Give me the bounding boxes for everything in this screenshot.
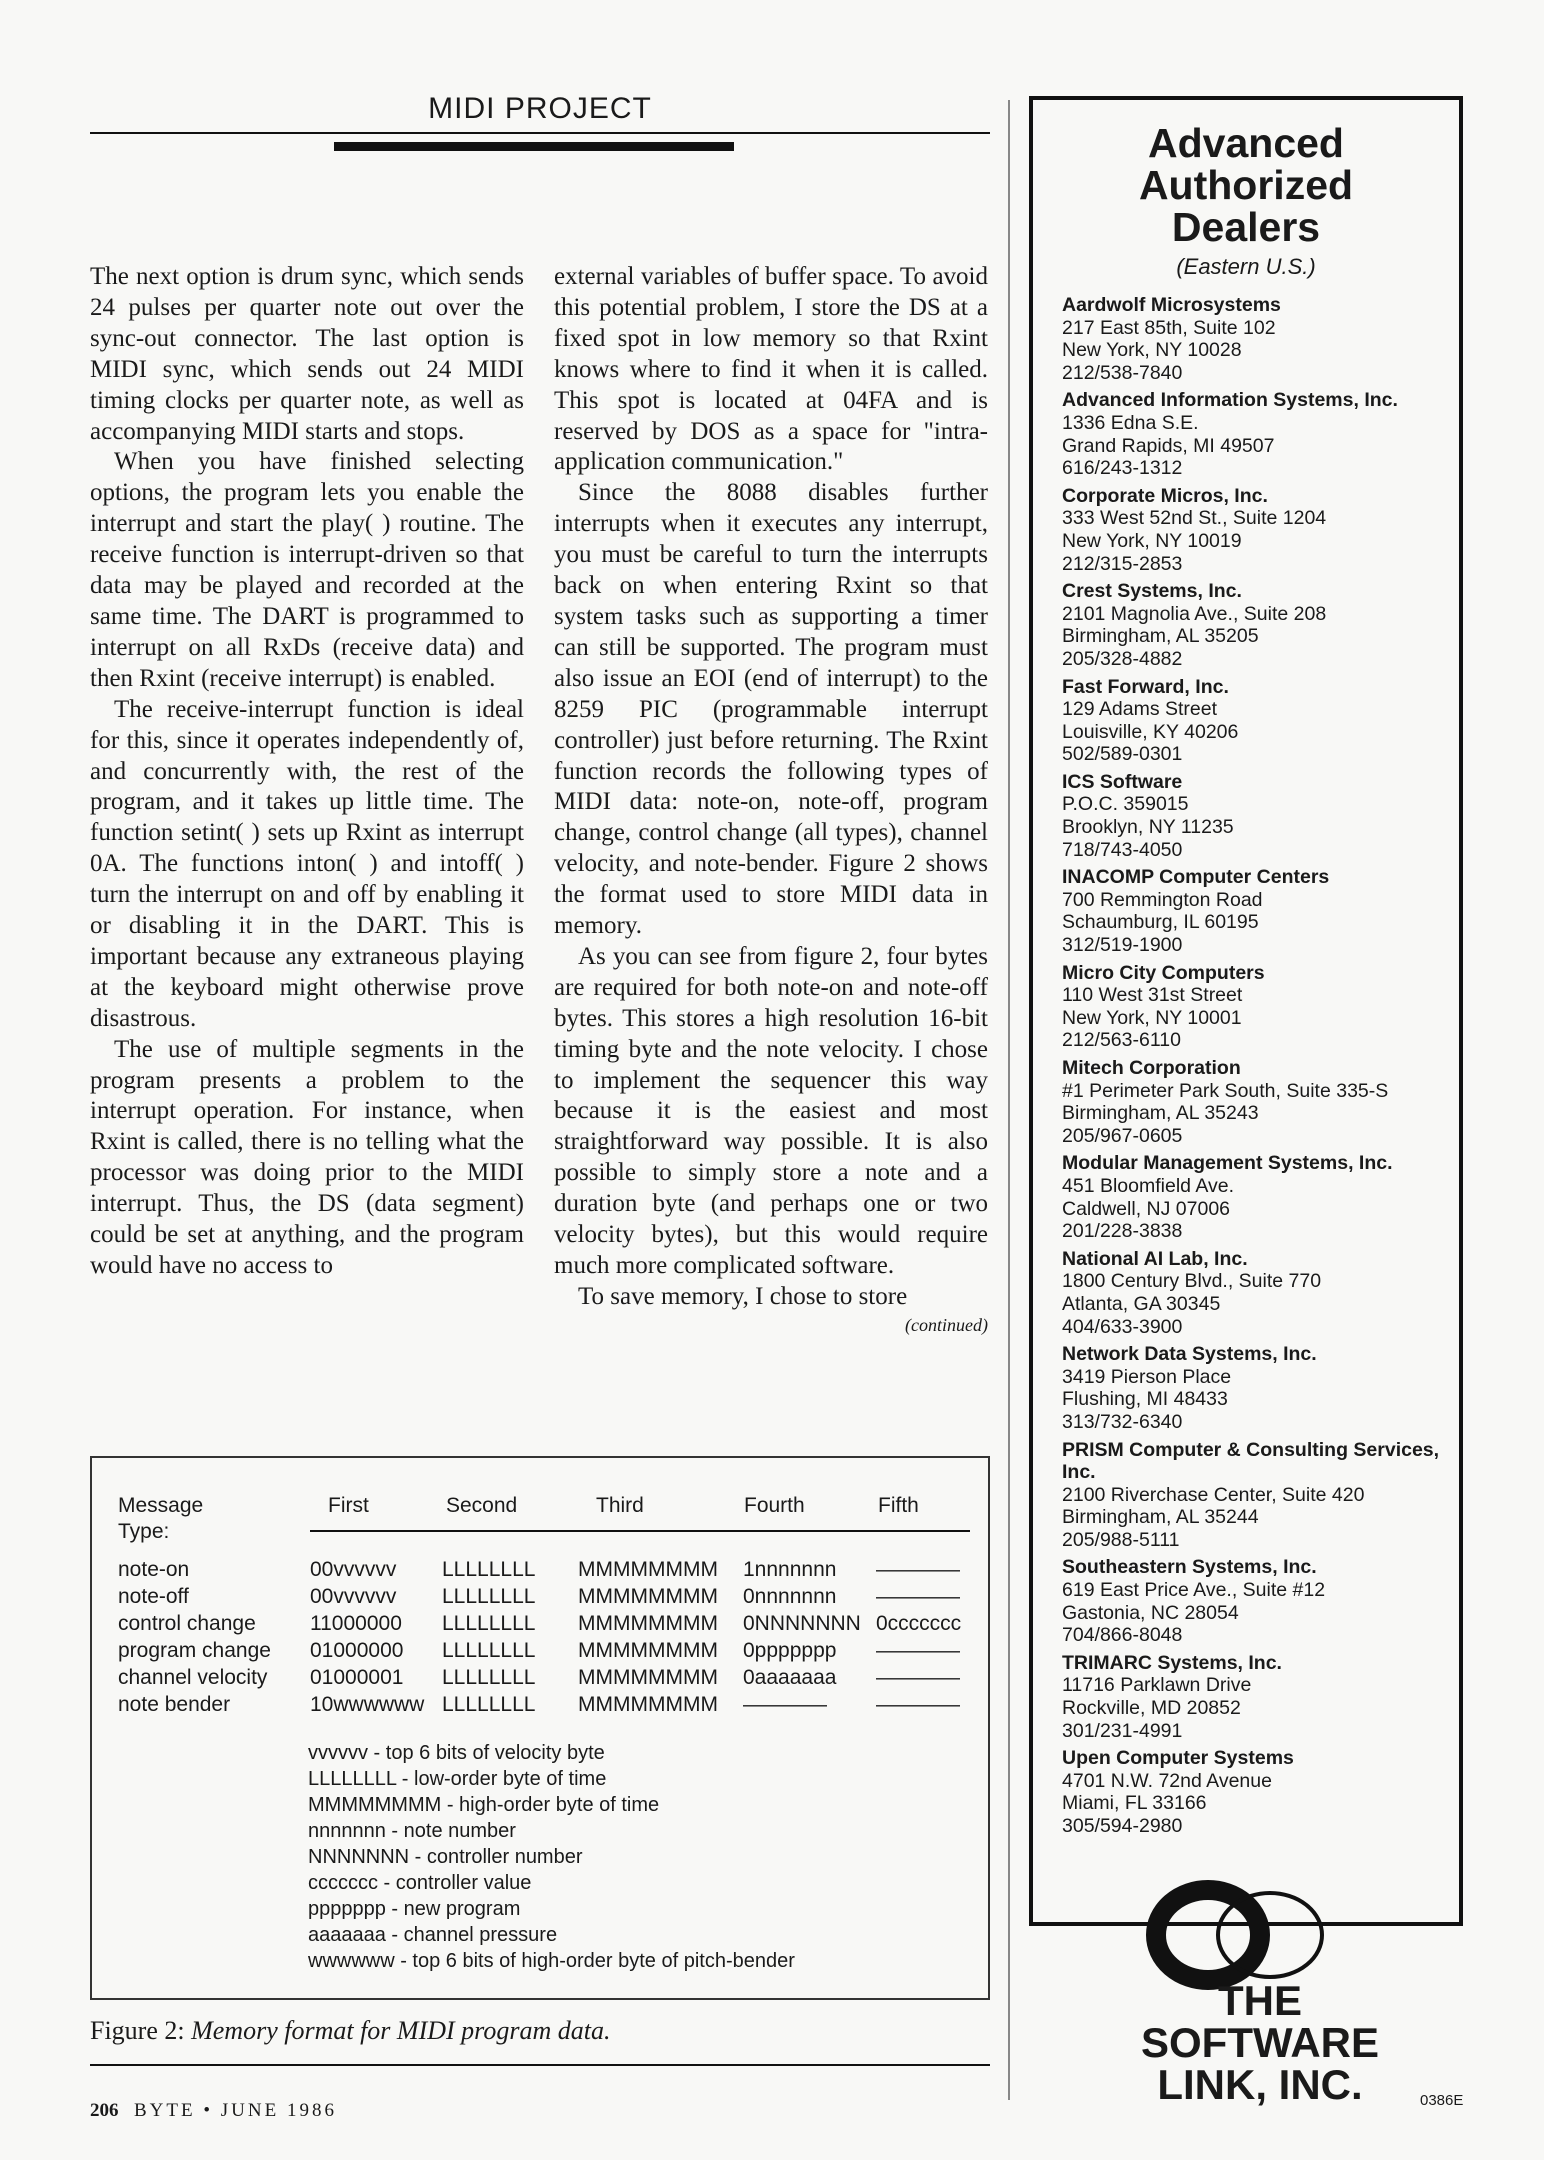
dealer-address-line: 502/589-0301 — [1062, 743, 1183, 766]
dealer-address-line: Birmingham, AL 35243 — [1062, 1102, 1259, 1125]
dealer-address-line: New York, NY 10028 — [1062, 339, 1242, 362]
company-name — [1110, 1977, 1410, 2108]
dealer-address-line: 212/315-2853 — [1062, 552, 1183, 575]
table-cell: ———— — [743, 1693, 827, 1716]
table-cell: ———— — [876, 1693, 960, 1716]
row-label: channel velocity — [118, 1666, 268, 1689]
dealer-address-line: 201/228-3838 — [1062, 1220, 1183, 1243]
dealer-name: Upen Computer Systems — [1062, 1747, 1294, 1770]
dealer-address-line: New York, NY 10001 — [1062, 1006, 1242, 1029]
row-label: note-on — [118, 1558, 190, 1581]
dealer-address-line: 1336 Edna S.E. — [1062, 411, 1199, 434]
header-bar — [334, 142, 734, 151]
dealer-address-line: 1800 Century Blvd., Suite 770 — [1062, 1270, 1322, 1293]
ad-title-line: Advanced — [1148, 120, 1344, 166]
table-header: Message — [118, 1494, 204, 1517]
dealer-address-line: 700 Remmington Road — [1062, 888, 1263, 911]
figure-2-table — [90, 1456, 990, 2000]
dealer-list — [1062, 294, 1459, 1838]
dealer-entry — [1062, 580, 1459, 670]
legend-item: aaaaaaa - channel pressure — [308, 1924, 558, 1946]
dealer-entry — [1062, 1248, 1459, 1338]
dealer-entry — [1062, 389, 1459, 479]
dealer-address-line: 2101 Magnolia Ave., Suite 208 — [1062, 602, 1327, 625]
table-header: Fifth — [878, 1494, 919, 1517]
dealer-entry — [1062, 1747, 1459, 1837]
dealer-address-line: 129 Adams Street — [1062, 698, 1218, 721]
dealer-address-line: Schaumburg, IL 60195 — [1062, 911, 1259, 934]
ad-title-line: Authorized — [1138, 162, 1354, 208]
legend-item: ccccccc - controller value — [308, 1872, 532, 1894]
table-cell: 01000001 — [310, 1666, 404, 1689]
dealer-address-line: Grand Rapids, MI 49507 — [1062, 434, 1275, 457]
dealer-entry — [1062, 866, 1459, 956]
table-cell: 10wwwwww — [310, 1693, 425, 1716]
paragraph: Since the 8088 disables further interrupts when it executes any interrupt, you must be careful to turn the interrupts back on when entering Rxint so that system tasks such as supporting a timer can still be supported. The program must also issue an EOI (end of interrupt) to the 8259 PIC (programmable interrupt controller) just before returning. The Rxint function records the following types of MIDI data: note-on, note-off, program change, control change (all types), channel velocity, and note-bender. Figure 2 shows the format used to store MIDI data in memory. — [554, 479, 988, 940]
ad-title — [1033, 122, 1459, 248]
dealer-entry — [1062, 1152, 1459, 1242]
table-cell: 00vvvvvv — [310, 1558, 397, 1581]
table-cell: ———— — [876, 1666, 960, 1689]
dealer-address-line: 205/328-4882 — [1062, 647, 1183, 670]
table-cell: 11000000 — [310, 1612, 402, 1635]
company-name-line: SOFTWARE — [1141, 2019, 1379, 2066]
dealer-address-line: 305/594-2980 — [1062, 1815, 1183, 1837]
dealer-entry — [1062, 1057, 1459, 1147]
dealer-entry — [1062, 1439, 1459, 1552]
dealer-address-line: 718/743-4050 — [1062, 838, 1183, 861]
ad-code: 0386E — [1420, 2092, 1464, 2109]
dealer-name: National AI Lab, Inc. — [1062, 1247, 1248, 1270]
company-name-line: LINK, INC. — [1157, 2061, 1363, 2108]
dealer-address-line: 110 West 31st Street — [1062, 984, 1243, 1007]
table-cell: MMMMMMMM — [578, 1639, 718, 1662]
legend-item: ppppppp - new program — [308, 1898, 521, 1920]
row-label: note bender — [118, 1693, 231, 1716]
dealer-address-line: #1 Perimeter Park South, Suite 335-S — [1062, 1079, 1389, 1102]
table-cell: ———— — [876, 1639, 960, 1662]
table-cell: MMMMMMMM — [578, 1666, 718, 1689]
article-column-2 — [554, 262, 988, 1337]
dealer-address-line: Caldwell, NJ 07006 — [1062, 1197, 1231, 1220]
dealer-address-line: Gastonia, NC 28054 — [1062, 1601, 1239, 1624]
dealer-entry — [1062, 771, 1459, 861]
ad-subtitle: (Eastern U.S.) — [1176, 254, 1316, 279]
dealer-name: Micro City Computers — [1062, 961, 1265, 984]
page-footer — [90, 2100, 337, 2122]
dealer-entry — [1062, 962, 1459, 1052]
dealer-address-line: 333 West 52nd St., Suite 1204 — [1062, 507, 1327, 530]
paragraph: The use of multiple segments in the program presents a problem to the interrupt operation. For instance, when Rxint is called, there is no telling what the processor was doing prior to the MIDI interrupt. Thus, the DS (data segment) could be set at anything, and the program would have no access to — [90, 1035, 524, 1279]
company-name-line: THE — [1218, 1977, 1302, 2024]
table-header: Fourth — [744, 1494, 805, 1517]
dealer-address-line: Rockville, MD 20852 — [1062, 1697, 1241, 1720]
legend-item: LLLLLLLL - low-order byte of time — [308, 1768, 607, 1790]
paragraph: The receive-interrupt function is ideal for this, since it operates independently of, and concurrently with, the rest of the program, and it takes up little time. The function setint( ) sets up Rxint as interrupt 0A. The functions inton( ) and intoff( ) turn the interrupt on and off by enabling it or disabling it in the DART. This is important because any extraneous playing at the keyboard might otherwise prove disastrous. — [90, 695, 524, 1032]
caption-label: Figure 2: — [90, 2016, 185, 2045]
table-cell: ———— — [876, 1558, 960, 1581]
dealer-entry — [1062, 294, 1459, 384]
dealer-address-line: Birmingham, AL 35205 — [1062, 625, 1259, 648]
dealer-name: Southeastern Systems, Inc. — [1062, 1556, 1317, 1579]
dealer-address-line: 2100 Riverchase Center, Suite 420 — [1062, 1483, 1365, 1506]
dealer-address-line: 205/967-0605 — [1062, 1124, 1183, 1147]
row-label: control change — [118, 1612, 256, 1635]
software-link-logo-icon — [1140, 1880, 1340, 1990]
table-cell: LLLLLLLL — [442, 1558, 536, 1581]
table-cell: 0ppppppp — [743, 1639, 837, 1662]
dealer-name: ICS Software — [1062, 770, 1183, 793]
dealer-name: TRIMARC Systems, Inc. — [1062, 1651, 1282, 1674]
page-number: 206 — [90, 2100, 119, 2121]
dealer-address-line: 205/988-5111 — [1062, 1528, 1180, 1551]
table-legend — [308, 1740, 795, 1974]
dealer-address-line: Louisville, KY 40206 — [1062, 720, 1239, 743]
paragraph: The next option is drum sync, which sends 24 pulses per quarter note out over the sync-out connector. The last option is MIDI sync, which sends out 24 MIDI timing clocks per quarter note, as well as accompanying MIDI starts and stops. — [90, 263, 524, 445]
table-cell: 0ccccccc — [876, 1612, 962, 1635]
dealer-entry — [1062, 676, 1459, 766]
dealer-address-line: 4701 N.W. 72nd Avenue — [1062, 1769, 1272, 1792]
dealer-address-line: 11716 Parklawn Drive — [1062, 1674, 1252, 1697]
table-cell: 1nnnnnnn — [743, 1558, 837, 1581]
table-cell: ———— — [876, 1585, 960, 1608]
table-header-rule — [310, 1530, 970, 1532]
caption-text: Memory format for MIDI program data. — [191, 2016, 611, 2045]
dealer-address-line: 212/563-6110 — [1062, 1029, 1181, 1052]
dealer-address-line: New York, NY 10019 — [1062, 529, 1242, 552]
dealer-name: Advanced Information Systems, Inc. — [1062, 389, 1398, 412]
table-cell: 0aaaaaaa — [743, 1666, 837, 1689]
dealer-address-line: 313/732-6340 — [1062, 1410, 1183, 1433]
table-cell: 0nnnnnnn — [743, 1585, 837, 1608]
dealer-address-line: 301/231-4991 — [1062, 1719, 1183, 1742]
dealer-address-line: 217 East 85th, Suite 102 — [1062, 316, 1276, 339]
paragraph: When you have finished selecting options, the program lets you enable the interrupt and start the play( ) routine. The receive function is interrupt-driven so that data may be played and recorded at the same time. The DART is programmed to interrupt on all RxDs (receive data) and then Rxint (receive interrupt) is enabled. — [90, 448, 524, 692]
article-column-1 — [90, 262, 524, 1282]
dealer-address-line: 619 East Price Ave., Suite #12 — [1062, 1579, 1326, 1602]
dealer-name: Crest Systems, Inc. — [1062, 580, 1242, 603]
table-cell: 00vvvvvv — [310, 1585, 397, 1608]
table-header: Third — [596, 1494, 644, 1517]
figure-caption — [90, 2016, 610, 2046]
row-label: note-off — [118, 1585, 189, 1608]
dealer-name: Fast Forward, Inc. — [1062, 675, 1229, 698]
table-cell: LLLLLLLL — [442, 1666, 536, 1689]
legend-item: MMMMMMMM - high-order byte of time — [308, 1794, 660, 1816]
table-cell: LLLLLLLL — [442, 1639, 536, 1662]
table-cell: LLLLLLLL — [442, 1585, 536, 1608]
dealer-entry — [1062, 1343, 1459, 1433]
table-cell: MMMMMMMM — [578, 1612, 718, 1635]
legend-item: nnnnnnn - note number — [308, 1820, 516, 1842]
dealer-address-line: 704/866-8048 — [1062, 1624, 1183, 1647]
dealer-advertisement — [1029, 96, 1463, 1926]
dealer-address-line: 616/243-1312 — [1062, 457, 1183, 480]
dealer-address-line: 212/538-7840 — [1062, 361, 1183, 384]
dealer-entry — [1062, 1652, 1459, 1742]
paragraph: As you can see from figure 2, four bytes are required for both note-on and note-off bytes. This stores a high resolution 16-bit timing byte and the note velocity. I chose to implement the sequencer this way because it is the easiest and most straightforward way possible. It is also possible to simply store a note and a duration byte (and perhaps one or two velocity bytes), but this would require much more complicated software. — [554, 942, 988, 1279]
row-label: program change — [118, 1639, 271, 1662]
table-header: First — [328, 1494, 369, 1517]
dealer-address-line: 312/519-1900 — [1062, 934, 1183, 957]
continued-note: (continued) — [905, 1314, 988, 1335]
table-cell: MMMMMMMM — [578, 1585, 718, 1608]
dealer-name: Network Data Systems, Inc. — [1062, 1343, 1317, 1366]
dealer-entry — [1062, 1556, 1459, 1646]
footer-text: BYTE • JUNE 1986 — [134, 2100, 337, 2121]
paragraph: external variables of buffer space. To avoid this potential problem, I store the DS at a fixed spot in low memory so that Rxint knows where to find it when it is called. This spot is located at 04FA and is reserved by DOS as a space for "intra-application communication." — [554, 263, 988, 476]
dealer-address-line: Birmingham, AL 35244 — [1062, 1506, 1259, 1529]
dealer-address-line: Miami, FL 33166 — [1062, 1792, 1207, 1815]
table-cell: MMMMMMMM — [578, 1558, 718, 1581]
dealer-address-line: 3419 Pierson Place — [1062, 1365, 1232, 1388]
table-header: Second — [446, 1494, 518, 1517]
paragraph: To save memory, I chose to store — [578, 1282, 908, 1310]
table-cell: 0NNNNNNN — [743, 1612, 861, 1635]
table-header: Type: — [118, 1520, 170, 1543]
table-cell: LLLLLLLL — [442, 1612, 536, 1635]
legend-item: NNNNNNN - controller number — [308, 1846, 583, 1868]
header-rule — [90, 132, 990, 134]
dealer-name: PRISM Computer & Consulting Services, Inc. — [1062, 1438, 1440, 1484]
dealer-name: Aardwolf Microsystems — [1062, 294, 1281, 316]
dealer-address-line: Atlanta, GA 30345 — [1062, 1292, 1221, 1315]
dealer-entry — [1062, 485, 1459, 575]
dealer-name: Mitech Corporation — [1062, 1057, 1241, 1079]
dealer-name: Modular Management Systems, Inc. — [1062, 1152, 1393, 1175]
legend-item: vvvvvv - top 6 bits of velocity byte — [308, 1742, 605, 1764]
table-cell: 01000000 — [310, 1639, 404, 1662]
legend-item: wwwwww - top 6 bits of high-order byte of pitch-bender — [308, 1950, 795, 1972]
dealer-address-line: 451 Bloomfield Ave. — [1062, 1174, 1235, 1197]
dealer-address-line: Brooklyn, NY 11235 — [1062, 816, 1234, 839]
table-cell: MMMMMMMM — [578, 1693, 718, 1716]
section-header: MIDI PROJECT — [428, 92, 652, 125]
dealer-name: Corporate Micros, Inc. — [1062, 484, 1268, 507]
table-cell: LLLLLLLL — [442, 1693, 536, 1716]
column-divider — [1008, 100, 1010, 2100]
ad-title-line: Dealers — [1171, 204, 1321, 250]
dealer-address-line: 404/633-3900 — [1062, 1315, 1183, 1338]
dealer-address-line: P.O.C. 359015 — [1062, 793, 1189, 816]
dealer-name: INACOMP Computer Centers — [1062, 866, 1330, 889]
footer-rule — [90, 2064, 990, 2066]
dealer-address-line: Flushing, MI 48433 — [1062, 1388, 1228, 1411]
